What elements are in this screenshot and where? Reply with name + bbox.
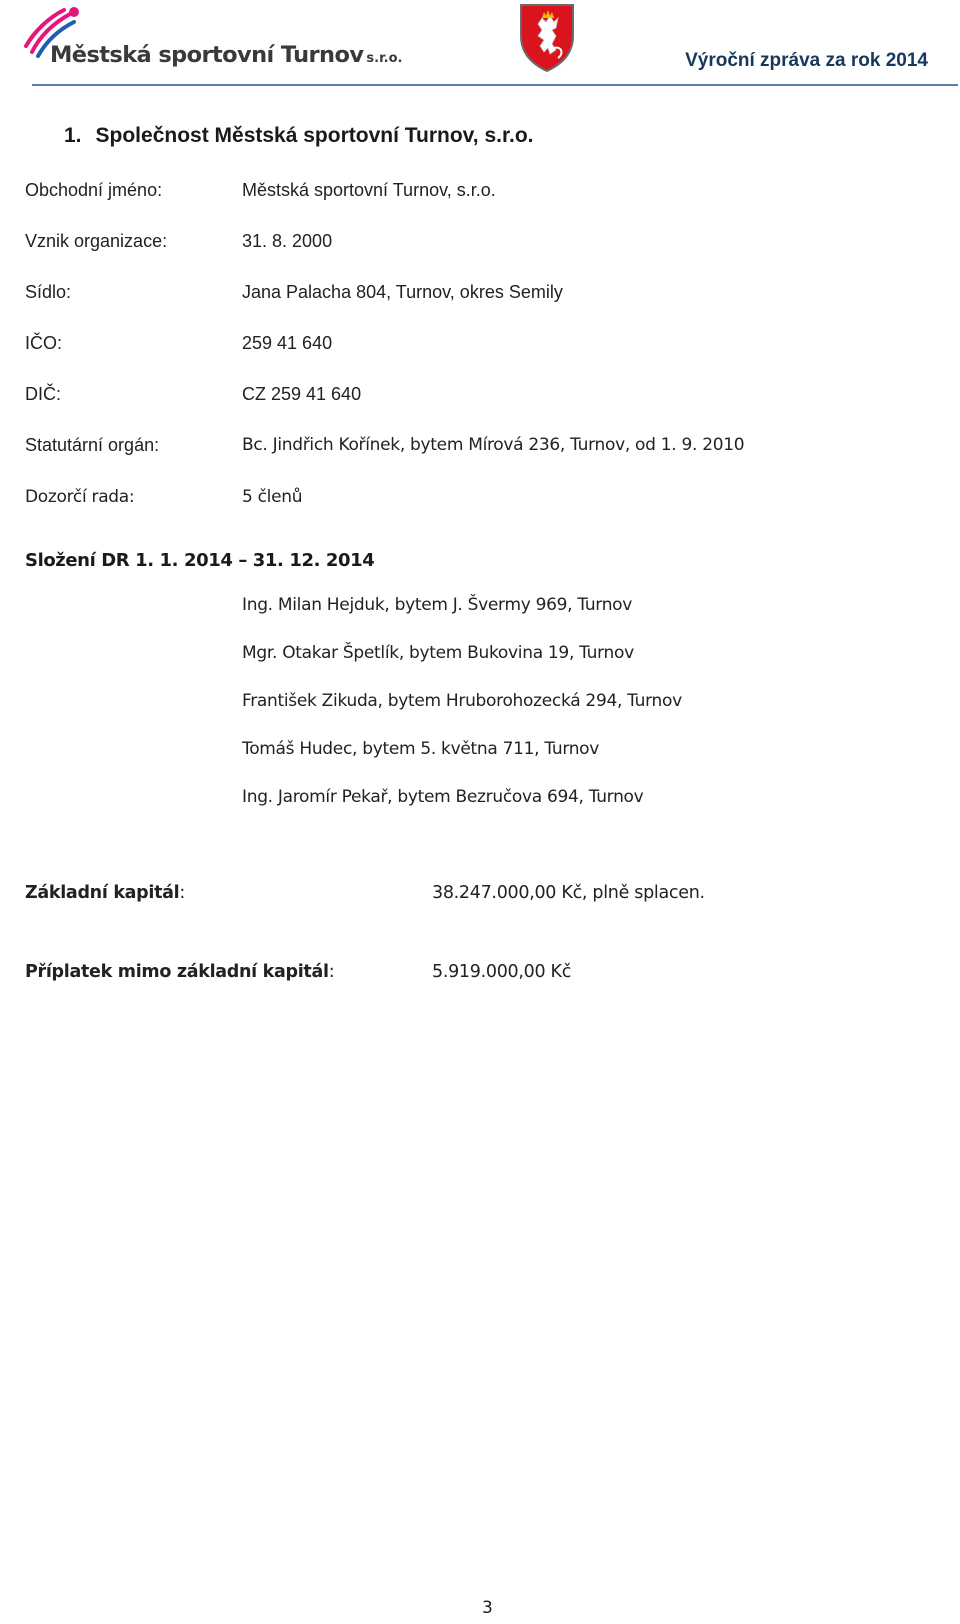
section-heading	[64, 124, 534, 148]
list-item: Tomáš Hudec, bytem 5. května 711, Turnov	[242, 739, 600, 759]
list-item: Ing. Jaromír Pekař, bytem Bezručova 694, Turnov	[242, 787, 644, 807]
info-label: Dozorčí rada:	[25, 487, 135, 507]
capital-label: Základní kapitál	[25, 883, 180, 903]
logo-suffix: s.r.o.	[366, 51, 403, 66]
info-label: Obchodní jméno:	[25, 180, 163, 200]
turnov-crest-icon	[518, 2, 576, 74]
capital-label: Příplatek mimo základní kapitál	[25, 962, 329, 982]
info-value: Bc. Jindřich Kořínek, bytem Mírová 236, Turnov, od 1. 9. 2010	[242, 435, 745, 455]
capital-colon: :	[328, 962, 335, 982]
info-value: Jana Palacha 804, Turnov, okres Semily	[242, 282, 563, 302]
info-label: Sídlo:	[25, 282, 72, 302]
board-heading: Složení DR 1. 1. 2014 – 31. 12. 2014	[25, 550, 375, 571]
logo-wordmark	[50, 42, 402, 68]
info-value: 31. 8. 2000	[242, 231, 333, 251]
section-number: 1.	[64, 124, 82, 147]
page-header	[0, 0, 960, 90]
logo-name: Městská sportovní Turnov	[50, 42, 364, 68]
list-item: Mgr. Otakar Špetlík, bytem Bukovina 19, Turnov	[242, 643, 634, 663]
info-label: Statutární orgán:	[25, 435, 160, 455]
section-title-text: Společnost Městská sportovní Turnov, s.r.o.	[95, 124, 534, 147]
capital-colon: :	[179, 883, 185, 903]
info-value: Městská sportovní Turnov, s.r.o.	[242, 180, 496, 200]
info-value: 259 41 640	[242, 333, 333, 353]
capital-value: 38.247.000,00 Kč, plně splacen.	[432, 883, 705, 903]
page-number: 3	[482, 1598, 493, 1618]
list-item: František Zikuda, bytem Hruborohozecká 294, Turnov	[242, 691, 682, 711]
list-item: Ing. Milan Hejduk, bytem J. Švermy 969, Turnov	[242, 595, 633, 615]
company-logo	[24, 6, 424, 74]
info-value: CZ 259 41 640	[242, 384, 362, 404]
capital-value: 5.919.000,00 Kč	[432, 962, 572, 982]
capital-row-basic	[25, 883, 705, 903]
info-label: Vznik organizace:	[25, 231, 168, 251]
capital-row-extra	[25, 962, 572, 982]
board-member-list	[242, 595, 682, 835]
report-title: Výroční zpráva za rok 2014	[685, 50, 928, 71]
info-value: 5 členů	[242, 487, 303, 507]
info-label: IČO:	[25, 333, 63, 353]
info-label: DIČ:	[25, 384, 61, 404]
header-divider	[32, 84, 958, 86]
